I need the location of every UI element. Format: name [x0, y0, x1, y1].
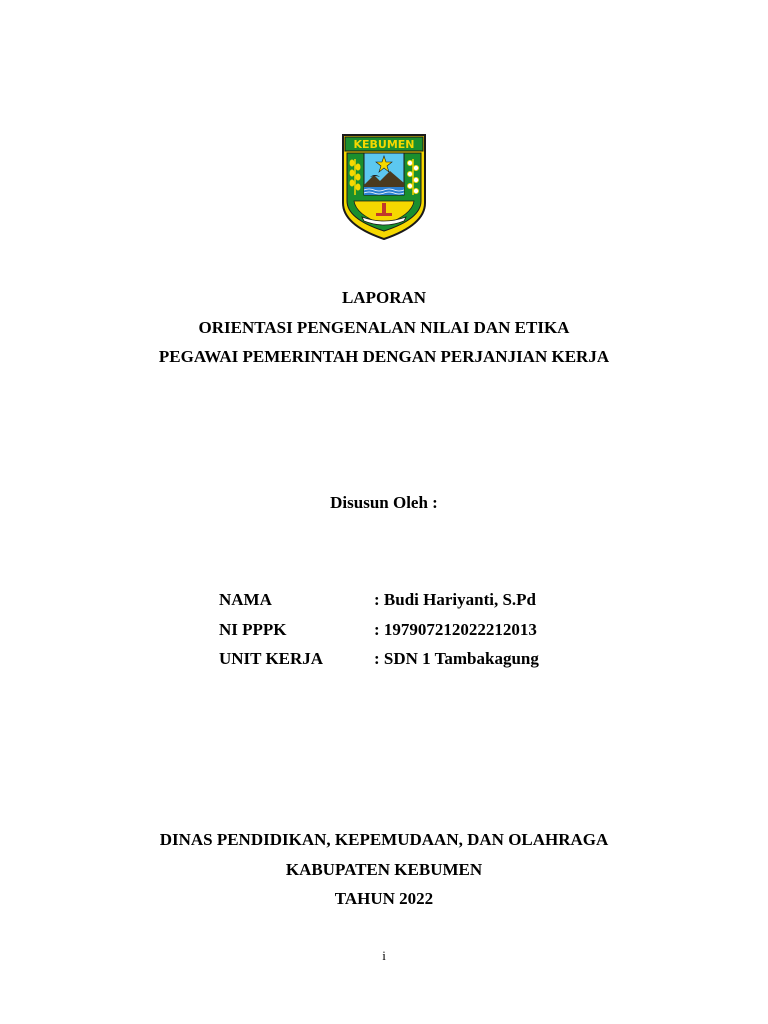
kebumen-emblem-svg	[340, 133, 428, 241]
footer-line-3: TAHUN 2022	[334, 889, 434, 908]
identity-row-name	[219, 585, 539, 615]
title-line-3: PEGAWAI PEMERINTAH DENGAN PERJANJIAN KERJA	[158, 347, 610, 366]
kebumen-emblem	[340, 133, 428, 241]
banner-text: KEBUMEN	[353, 138, 415, 151]
footer-line-1: DINAS PENDIDIKAN, KEPEMUDAAN, DAN OLAHRAGA	[159, 830, 609, 849]
identity-table	[219, 585, 539, 674]
identity-row-unit	[219, 644, 539, 674]
institution-footer	[0, 825, 768, 914]
name-value: : Budi Hariyanti, S.Pd	[374, 590, 537, 609]
pppk-value: : 197907212022212013	[374, 619, 537, 639]
footer-line-2: KABUPATEN KEBUMEN	[285, 859, 483, 879]
title-line-2: ORIENTASI PENGENALAN NILAI DAN ETIKA	[198, 317, 570, 337]
identity-row-pppk	[219, 615, 539, 645]
water-icon	[364, 187, 404, 195]
page-number: i	[382, 948, 386, 963]
report-title	[0, 283, 768, 372]
unit-label: UNIT KERJA	[219, 649, 324, 668]
name-label: NAMA	[219, 590, 272, 609]
author-heading: Disusun Oleh :	[330, 493, 438, 512]
unit-value: : SDN 1 Tambakagung	[374, 649, 539, 668]
title-line-1: LAPORAN	[341, 288, 427, 307]
pppk-label: NI PPPK	[219, 619, 287, 639]
